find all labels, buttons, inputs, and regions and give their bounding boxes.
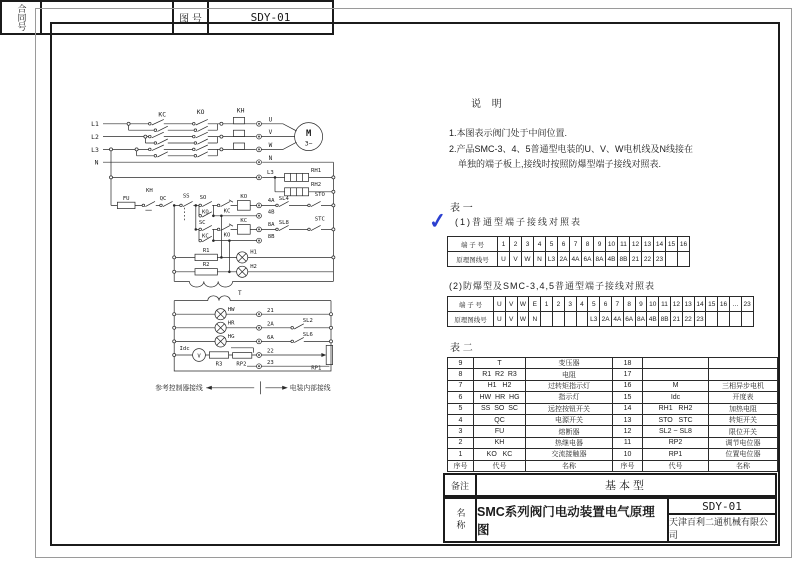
wire-no-cell <box>576 311 588 326</box>
junction-circle <box>220 135 223 138</box>
schematic-label-SL4: SL4 <box>278 195 289 202</box>
wire-no-cell: V <box>509 251 521 266</box>
terminal-no-cell: 5 <box>587 296 599 311</box>
wire-no-cell <box>564 311 576 326</box>
terminal-no-cell: 2 <box>552 296 564 311</box>
note-line-3: 单独的端子板上,接线时按照防爆型端子接线对照表. <box>458 159 662 169</box>
terminal-no-cell: 2 <box>509 236 521 251</box>
terminal-no-cell: W <box>517 296 529 311</box>
remark-value: 基本型 <box>475 475 775 495</box>
schematic-label-KO: KO <box>240 194 248 201</box>
component-cell: 17 <box>612 368 642 379</box>
terminal-no-cell: 13 <box>641 236 653 251</box>
terminal-no-cell: 10 <box>605 236 617 251</box>
component-cell: RH1 RH2 <box>642 403 708 414</box>
contact-pivot <box>180 204 183 207</box>
component-rect <box>237 225 250 235</box>
junction-circle <box>332 256 335 259</box>
junction-dot <box>212 239 215 242</box>
schematic-label-STC: STC <box>314 216 325 223</box>
schematic-label-KH: KH <box>146 187 153 194</box>
component-cell: 序号 <box>612 460 642 471</box>
name-label-cell <box>445 499 475 541</box>
contact-pivot <box>142 204 145 207</box>
wire-no-cell: L3 <box>587 311 599 326</box>
contact-pivot <box>149 135 152 138</box>
junction-circle <box>173 326 176 329</box>
schematic-label-W: W <box>268 142 273 149</box>
schematic-label-R3: R3 <box>215 361 223 368</box>
contact-pivot <box>199 204 202 207</box>
schematic-label-RP1: RP1 <box>311 365 322 372</box>
component-cell: 变压器 <box>525 357 612 368</box>
terminal-table-explosionproof <box>447 296 754 327</box>
wire-no-cell <box>717 311 729 326</box>
schematic-label-M: M <box>305 128 312 139</box>
schematic-label-4A: 4A <box>267 198 275 205</box>
schematic-label-3~: 3~ <box>304 139 313 148</box>
contact-pivot <box>217 228 220 231</box>
terminal-no-cell: 3 <box>564 296 576 311</box>
component-cell: 7 <box>447 380 473 391</box>
junction-circle <box>173 353 176 356</box>
component-cell: 热继电器 <box>525 437 612 448</box>
terminal-no-cell: 16 <box>677 236 689 251</box>
schematic-label-SL2: SL2 <box>302 318 313 325</box>
contact-pivot <box>291 340 294 343</box>
component-rect <box>209 352 228 358</box>
wire-no-header: 原理图线号 <box>447 251 497 266</box>
notes-title: 说 明 <box>471 99 506 110</box>
wire-no-cell <box>540 311 552 326</box>
wire-no-cell: 4B <box>605 251 617 266</box>
drawing-no-value: SDY-01 <box>207 2 332 33</box>
contact-pivot <box>160 204 163 207</box>
schematic-label-电装内部接线: 电装内部接线 <box>289 384 331 393</box>
wire-no-cell <box>677 251 689 266</box>
terminal-no-header: 端 子 号 <box>447 236 497 251</box>
component-cell: 6 <box>447 391 473 402</box>
terminal-no-cell: V <box>505 296 517 311</box>
component-cell: 12 <box>612 425 642 436</box>
wire-no-cell: 21 <box>670 311 682 326</box>
schematic-label-SL8: SL8 <box>278 219 289 226</box>
schematic-label-2A: 2A <box>267 321 274 328</box>
schematic-label-8A: 8A <box>267 222 275 229</box>
junction-circle <box>329 313 332 316</box>
junction-circle <box>109 148 112 151</box>
component-cell <box>708 368 777 379</box>
drawing-title: SMC系列阀门电动装置电气原理图 <box>475 499 667 541</box>
schematic-label-N: N <box>268 154 273 162</box>
component-cell: RP2 <box>642 437 708 448</box>
schematic-label-FU: FU <box>122 195 130 202</box>
check-mark: ✓ <box>427 209 448 234</box>
component-cell: 过转矩指示灯 <box>525 380 612 391</box>
component-rect <box>195 269 217 275</box>
wire-no-cell: L3 <box>545 251 557 266</box>
schematic-label-21: 21 <box>267 307 274 314</box>
contact-pivot <box>308 204 311 207</box>
contact-pivot <box>194 129 197 132</box>
component-cell: R1 R2 R3 <box>473 368 525 379</box>
schematic-label-KO: KO <box>202 209 209 216</box>
wire-no-cell: 23 <box>653 251 665 266</box>
component-cell <box>642 368 708 379</box>
component-rect <box>237 201 250 211</box>
junction-circle <box>173 313 176 316</box>
component-cell: KH <box>473 437 525 448</box>
component-cell: 13 <box>612 414 642 425</box>
component-rect <box>195 254 217 260</box>
schematic-label-Idc: Idc <box>179 346 190 353</box>
terminal-no-cell: 5 <box>545 236 557 251</box>
schematic-label-U: U <box>268 116 273 124</box>
junction-circle <box>173 270 176 273</box>
component-cell <box>708 357 777 368</box>
contact-pivot <box>276 228 279 231</box>
wire-no-cell: 8B <box>658 311 670 326</box>
component-rect <box>326 345 332 364</box>
contact-pivot <box>217 204 220 207</box>
junction-circle <box>135 148 138 151</box>
component-cell: SS SO SC <box>473 403 525 414</box>
junction-dot <box>195 228 198 231</box>
junction-circle <box>109 176 112 179</box>
junction-dot <box>274 176 277 179</box>
component-cell: KO KC <box>473 448 525 459</box>
component-cell: 15 <box>612 391 642 402</box>
drawing-id-cell <box>667 499 775 541</box>
schematic-label-参考控制器接线: 参考控制器接线 <box>155 384 203 393</box>
junction-dot <box>220 256 223 259</box>
wire-no-cell: 22 <box>641 251 653 266</box>
wire-no-cell <box>665 251 677 266</box>
junction-dot <box>228 239 231 242</box>
component-rect <box>233 143 244 149</box>
component-cell: H1 H2 <box>473 380 525 391</box>
component-cell: Idc <box>642 391 708 402</box>
schematic-label-KO: KO <box>223 232 231 239</box>
contact-pivot <box>291 327 294 330</box>
wire-no-cell: V <box>505 311 517 326</box>
wire-no-cell: 21 <box>629 251 641 266</box>
component-cell: HW HR HG <box>473 391 525 402</box>
table2-label: 表 二 <box>450 343 473 354</box>
component-cell: 交流接触器 <box>525 448 612 459</box>
schematic-label-KH: KH <box>236 106 245 115</box>
wire-no-cell: 2A <box>599 311 611 326</box>
schematic-label-HG: HG <box>227 334 235 341</box>
schematic-label-KC: KC <box>240 218 248 225</box>
component-cell: 远控按钮开关 <box>525 403 612 414</box>
schematic-label-L3: L3 <box>267 170 274 177</box>
junction-dot <box>195 204 198 207</box>
table1-label: 表 一 <box>450 203 473 214</box>
component-cell: QC <box>473 414 525 425</box>
schematic-label-L2: L2 <box>91 133 99 141</box>
terminal-no-cell: 15 <box>665 236 677 251</box>
name-label: 名称 <box>455 508 466 532</box>
junction-circle <box>329 340 332 343</box>
wire-no-cell: 22 <box>682 311 694 326</box>
component-cell: 指示灯 <box>525 391 612 402</box>
junction-circle <box>332 228 335 231</box>
component-rect <box>233 117 244 123</box>
component-cell: 14 <box>612 403 642 414</box>
table1-sub2-title: (2)防爆型及SMC-3,4,5普通型端子接线对照表 <box>449 281 656 291</box>
terminal-no-header: 端 子 号 <box>447 296 493 311</box>
legend-divider <box>206 381 286 394</box>
schematic-label-R1: R1 <box>202 247 210 254</box>
terminal-no-cell: 7 <box>569 236 581 251</box>
component-cell: 名称 <box>525 460 612 471</box>
terminal-no-cell: E <box>528 296 540 311</box>
schematic-label-4B: 4B <box>267 209 275 216</box>
contact-pivot <box>199 228 202 231</box>
schematic-label-STO: STO <box>314 191 325 198</box>
component-cell: 名称 <box>708 460 777 471</box>
component-list-table <box>447 357 778 472</box>
terminal-no-cell: 11 <box>658 296 670 311</box>
junction-circle <box>332 190 335 193</box>
table1-sub1-title: (1)普通型端子接线对照表 <box>455 217 583 227</box>
terminal-no-cell: 12 <box>629 236 641 251</box>
terminal-no-cell: U <box>493 296 505 311</box>
schematic-label-HR: HR <box>227 320 235 327</box>
junction-circle <box>127 122 130 125</box>
junction-circle <box>173 340 176 343</box>
component-cell: 调节电位器 <box>708 437 777 448</box>
component-cell: 2 <box>447 437 473 448</box>
schematic-label-6A: 6A <box>267 335 274 341</box>
terminal-no-cell: 23 <box>741 296 753 311</box>
junction-circle <box>173 256 176 259</box>
component-cell <box>642 357 708 368</box>
schematic-label-H2: H2 <box>250 263 257 270</box>
terminal-no-cell: 15 <box>705 296 717 311</box>
company-name: 天津百利二通机械有限公司 <box>669 513 775 541</box>
contact-pivot <box>199 239 202 242</box>
terminal-no-cell: 8 <box>623 296 635 311</box>
contact-pivot <box>276 204 279 207</box>
wire-no-cell: 8B <box>617 251 629 266</box>
wire-no-header: 原理图线号 <box>447 311 493 326</box>
component-cell: M <box>642 380 708 391</box>
schematic-label-RP2: RP2 <box>236 361 247 368</box>
wire-no-cell: N <box>533 251 545 266</box>
component-cell: 开度表 <box>708 391 777 402</box>
junction-circle <box>220 148 223 151</box>
schematic-label-HW: HW <box>227 307 235 313</box>
component-cell: RP1 <box>642 448 708 459</box>
component-cell: 5 <box>447 403 473 414</box>
wire-no-cell: 4A <box>611 311 623 326</box>
terminal-no-cell: 12 <box>670 296 682 311</box>
junction-dot <box>212 215 215 218</box>
wire-no-cell: W <box>517 311 529 326</box>
terminal-no-cell: 6 <box>599 296 611 311</box>
junction-dot <box>173 204 176 207</box>
component-rect <box>233 130 244 136</box>
terminal-no-cell: 9 <box>593 236 605 251</box>
contact-pivot <box>193 123 196 126</box>
wire-no-cell: U <box>497 251 509 266</box>
junction-circle <box>329 326 332 329</box>
schematic-label-22: 22 <box>267 348 274 355</box>
schematic-label-KO: KO <box>196 108 205 117</box>
terminal-no-cell: 11 <box>617 236 629 251</box>
schematic-label-L3: L3 <box>91 145 99 154</box>
name-block <box>443 497 777 543</box>
contact-pivot <box>199 215 202 218</box>
terminal-no-cell: 4 <box>576 296 588 311</box>
junction-circle <box>332 176 335 179</box>
component-cell: 位置电位器 <box>708 448 777 459</box>
wire-no-cell: W <box>521 251 533 266</box>
terminal-no-cell: 8 <box>581 236 593 251</box>
component-cell: 代号 <box>473 460 525 471</box>
schematic-label-V: V <box>197 353 201 360</box>
contact-pivot <box>149 148 152 151</box>
schematic-label-23: 23 <box>267 359 274 366</box>
junction-dot <box>228 271 231 274</box>
schematic-label-KC: KC <box>223 208 231 215</box>
schematic-label-SO: SO <box>199 195 207 201</box>
wire-no-cell: 8A <box>593 251 605 266</box>
component-cell: 电阻 <box>525 368 612 379</box>
schematic-label-SL6: SL6 <box>302 331 313 338</box>
component-cell: 熔断器 <box>525 425 612 436</box>
wire-no-cell <box>729 311 741 326</box>
schematic-label-KC: KC <box>202 233 209 240</box>
circuit-schematic <box>55 95 435 475</box>
schematic-label-N: N <box>94 158 99 167</box>
component-cell: 9 <box>447 357 473 368</box>
terminal-no-cell: 16 <box>717 296 729 311</box>
contact-pivot <box>193 148 196 151</box>
component-rect <box>117 202 135 208</box>
component-cell: 转矩开关 <box>708 414 777 425</box>
schematic-label-QC: QC <box>159 195 167 202</box>
schematic-label-RH2: RH2 <box>311 182 322 189</box>
schematic-label-L1: L1 <box>91 120 99 129</box>
wire-no-cell: 4B <box>646 311 658 326</box>
schematic-label-SC: SC <box>198 219 206 226</box>
terminal-no-cell: 14 <box>653 236 665 251</box>
component-cell: 代号 <box>642 460 708 471</box>
schematic-label-KC: KC <box>158 110 167 119</box>
junction-dot <box>220 215 223 218</box>
wire-no-cell <box>705 311 717 326</box>
schematic-label-V: V <box>268 129 273 137</box>
titleblock-drawing-no: SDY-01 <box>702 499 742 513</box>
terminal-no-cell: 1 <box>540 296 552 311</box>
contact-pivot <box>154 129 157 132</box>
component-cell: STO STC <box>642 414 708 425</box>
component-cell: 三相异步电机 <box>708 380 777 391</box>
component-rect <box>233 353 252 359</box>
component-cell: FU <box>473 425 525 436</box>
component-cell: 序号 <box>447 460 473 471</box>
schematic-symbols <box>109 117 334 368</box>
terminal-no-cell: 7 <box>611 296 623 311</box>
schematic-label-R2: R2 <box>202 262 210 269</box>
component-cell: 1 <box>447 448 473 459</box>
component-cell: 11 <box>612 437 642 448</box>
terminal-no-cell: 13 <box>682 296 694 311</box>
component-cell: 加热电阻 <box>708 403 777 414</box>
schematic-label-H1: H1 <box>250 249 257 256</box>
component-cell: 3 <box>447 425 473 436</box>
contact-pivot <box>194 142 197 145</box>
note-line-2: 2.产品SMC-3、4、5普通型电装的U、V、W电机线及N线接在 <box>449 144 694 154</box>
terminal-no-cell: 6 <box>557 236 569 251</box>
schematic-label-T: T <box>237 290 242 297</box>
wire-no-cell: U <box>493 311 505 326</box>
contract-no-label: 合同号 <box>16 4 27 31</box>
schematic-label-RH1: RH1 <box>311 167 322 174</box>
wire-no-cell <box>741 311 753 326</box>
contact-pivot <box>194 155 197 158</box>
terminal-no-cell: 1 <box>497 236 509 251</box>
component-cell: 8 <box>447 368 473 379</box>
component-cell: T <box>473 357 525 368</box>
component-cell: 限位开关 <box>708 425 777 436</box>
terminal-no-cell: 10 <box>646 296 658 311</box>
remark-label: 备注 <box>450 480 469 491</box>
note-line-1: 1.本图表示阀门处于中间位置. <box>449 128 568 138</box>
contact-pivot <box>149 123 152 126</box>
wire-no-cell: 2A <box>557 251 569 266</box>
transformer-coils <box>189 281 232 300</box>
contact-pivot <box>308 228 311 231</box>
component-cell: 10 <box>612 448 642 459</box>
drawing-no-label: 图 号 <box>172 2 207 33</box>
wire-no-cell: 4A <box>569 251 581 266</box>
wire-no-cell: 23 <box>694 311 706 326</box>
junction-circle <box>220 122 223 125</box>
wire-no-cell <box>552 311 564 326</box>
wire-no-cell: N <box>528 311 540 326</box>
component-cell: 16 <box>612 380 642 391</box>
terminal-no-cell: 9 <box>635 296 647 311</box>
schematic-label-SS: SS <box>182 193 190 200</box>
wire-no-cell: 6A <box>581 251 593 266</box>
component-cell: 18 <box>612 357 642 368</box>
junction-circle <box>332 204 335 207</box>
contact-pivot <box>193 135 196 138</box>
contact-pivot <box>154 155 157 158</box>
schematic-label-8B: 8B <box>267 234 275 241</box>
component-cell: 4 <box>447 414 473 425</box>
component-cell: 电源开关 <box>525 414 612 425</box>
contact-pivot <box>154 142 157 145</box>
terminal-no-cell: 14 <box>694 296 706 311</box>
component-cell: SL2 ~ SL8 <box>642 425 708 436</box>
junction-circle <box>144 135 147 138</box>
terminal-no-cell: … <box>729 296 741 311</box>
wire-no-cell: 8A <box>635 311 647 326</box>
wire-no-cell: 6A <box>623 311 635 326</box>
terminal-table-ordinary <box>447 236 690 267</box>
remark-row <box>443 473 777 497</box>
terminal-no-cell: 3 <box>521 236 533 251</box>
terminal-no-cell: 4 <box>533 236 545 251</box>
